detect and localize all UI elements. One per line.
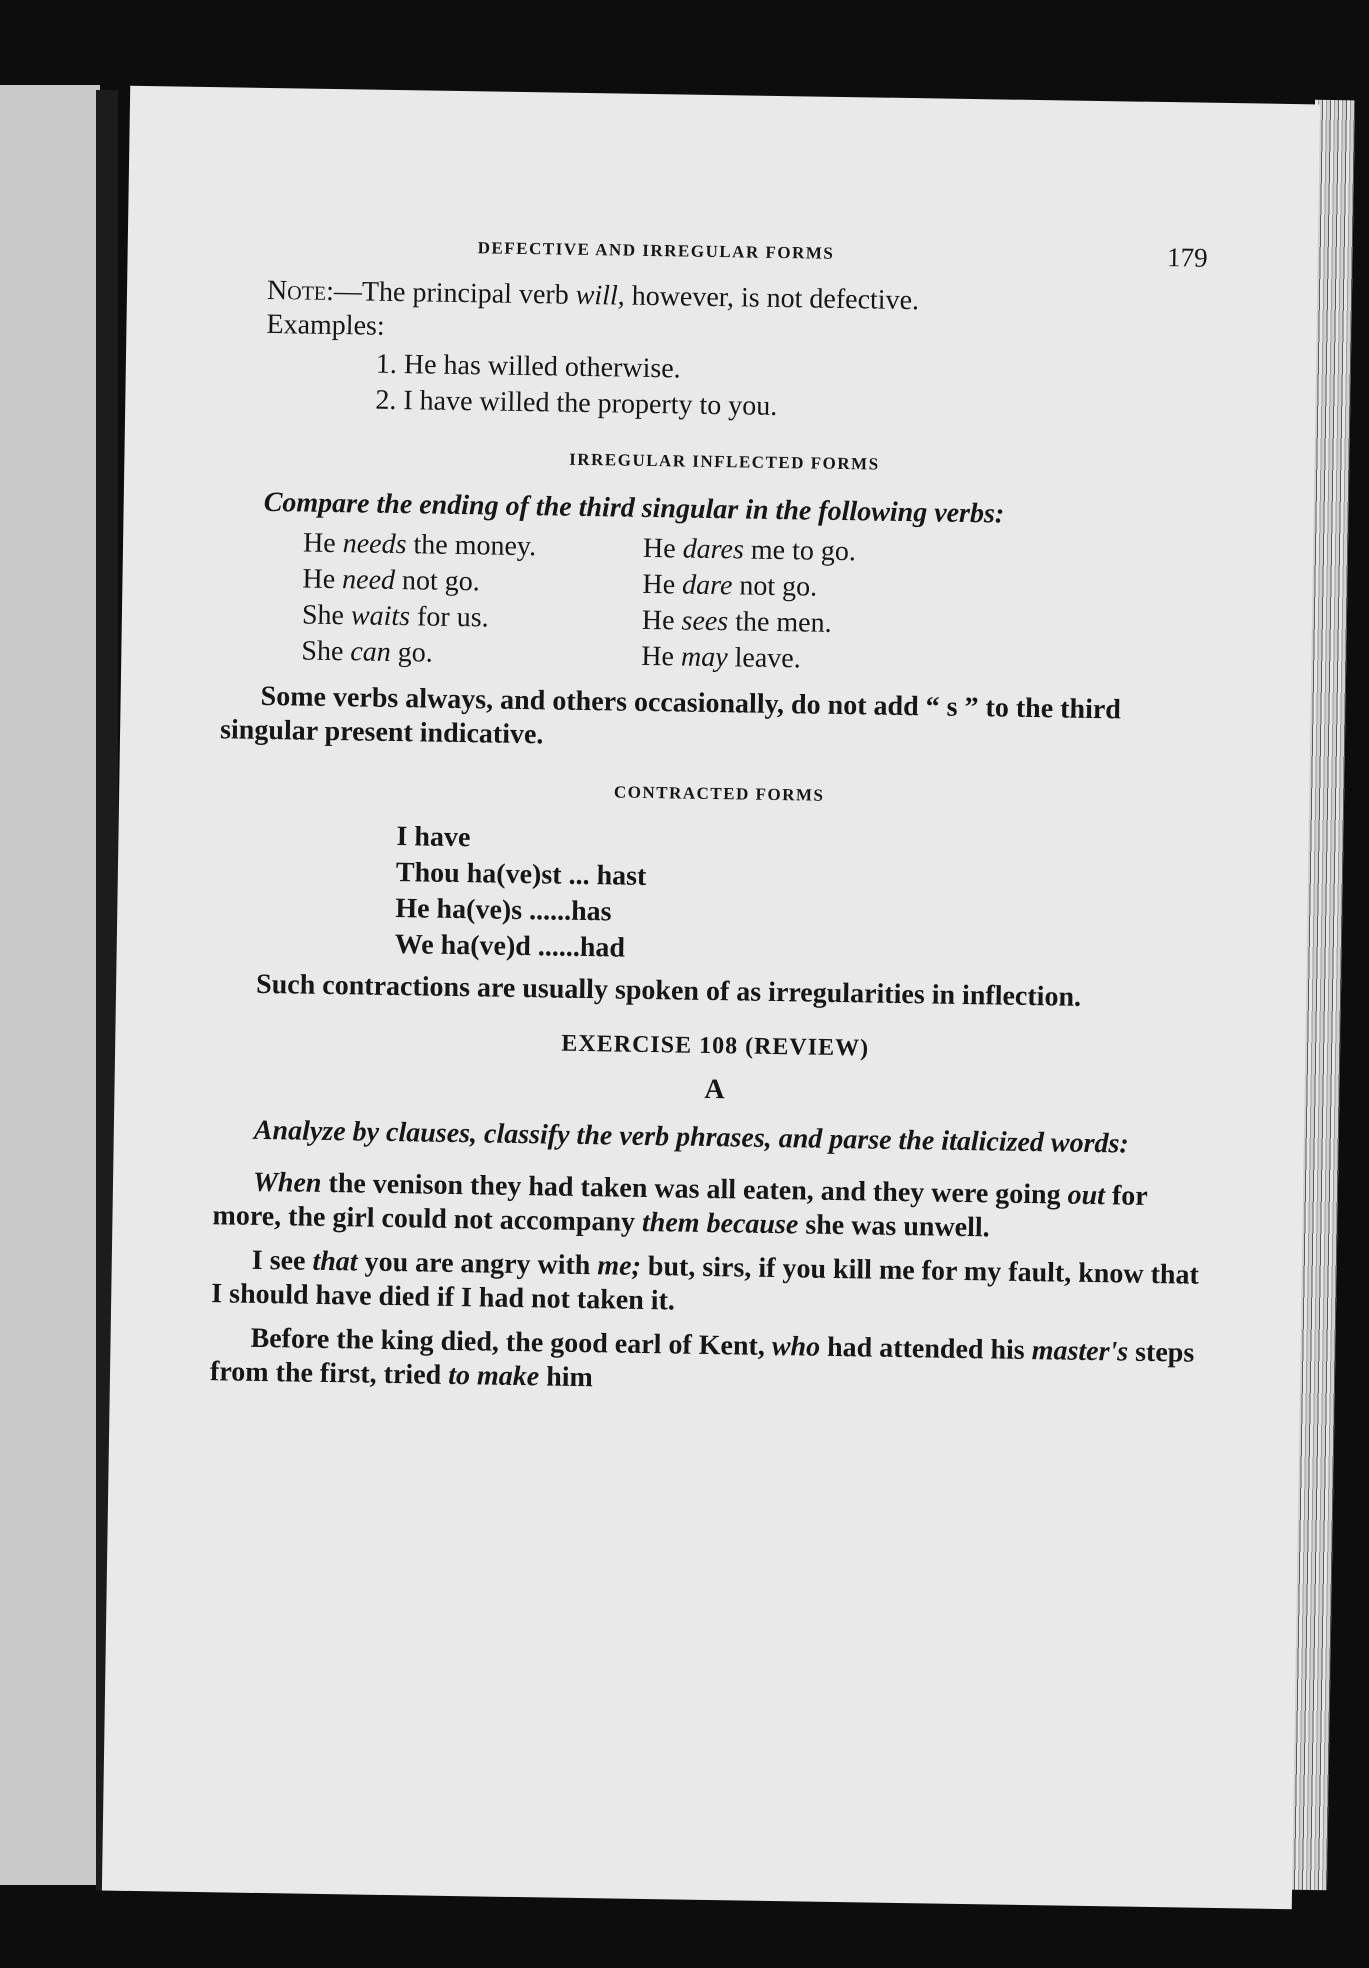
- example-text: for us.: [409, 601, 489, 634]
- exercise-part-letter: A: [704, 1073, 725, 1106]
- paragraph-text: Before the king died, the good earl of Kent,: [250, 1322, 773, 1362]
- example-verb: can: [350, 636, 392, 668]
- verb-example-right: [641, 640, 941, 679]
- italicized-word: to make: [447, 1359, 540, 1393]
- paragraph-text: you are angry with: [357, 1246, 598, 1282]
- example-text: go.: [390, 636, 434, 669]
- paragraph-text: steps from the first, tried: [209, 1336, 1195, 1391]
- paragraph-text: I see: [251, 1244, 313, 1277]
- exercise-paragraph-2: [211, 1243, 1212, 1327]
- running-head: [227, 227, 1228, 283]
- example-text: me to go.: [743, 534, 857, 568]
- example-text: She: [301, 599, 352, 632]
- examples-list: [375, 348, 1226, 431]
- book-page: [102, 86, 1320, 1909]
- verb-example-right: [642, 604, 942, 643]
- verb-example-left: [301, 635, 641, 674]
- example-text: not go.: [394, 564, 481, 598]
- note-label: Note: [266, 274, 327, 307]
- example-verb: dares: [682, 533, 745, 566]
- paragraph-text: him: [538, 1361, 594, 1394]
- example-verb: needs: [342, 528, 407, 561]
- verb-comparison-table: [301, 527, 1223, 683]
- verb-example-left: [302, 563, 642, 602]
- italicized-word: that: [312, 1245, 358, 1278]
- italicized-word: because: [706, 1207, 799, 1241]
- example-item: 1. He has willed otherwise.: [375, 348, 681, 385]
- page-number: 179: [1166, 242, 1208, 273]
- italicized-word: master's: [1031, 1335, 1129, 1368]
- example-verb: sees: [681, 605, 729, 638]
- paragraph-text: had attended his: [819, 1331, 1032, 1367]
- verb-example-left: [303, 527, 643, 566]
- italicized-word: me;: [597, 1250, 642, 1282]
- example-item: 2. I have willed the property to you.: [375, 384, 778, 422]
- exercise-title: EXERCISE 108 (REVIEW): [561, 1030, 870, 1062]
- verb-example-left: [302, 599, 642, 638]
- note-text: :—The principal verb: [325, 275, 576, 311]
- paragraph-text: but, sirs, if you kill me for my fault, know that I should have died if I had not taken it.: [211, 1250, 1200, 1317]
- running-head-title: DEFECTIVE AND IRREGULAR FORMS: [477, 238, 835, 263]
- paragraph-text: for more, the girl could not accompany: [212, 1180, 1148, 1238]
- contracted-line: Thou ha(ve)st ... hast: [395, 857, 647, 892]
- italicized-word: them: [641, 1206, 700, 1239]
- example-verb: may: [680, 641, 728, 674]
- example-text: He: [302, 527, 343, 560]
- example-text: He: [302, 563, 343, 596]
- italicized-word: out: [1067, 1179, 1106, 1212]
- contracted-line: He ha(ve)s ......has: [395, 893, 612, 928]
- example-text: the money.: [406, 529, 537, 563]
- example-text: He: [641, 604, 682, 637]
- section-heading-contracted: CONTRACTED FORMS: [613, 782, 825, 805]
- contracted-forms-list: [395, 820, 1219, 975]
- paragraph-text: the venison they had taken was all eaten, and they were going: [321, 1167, 1068, 1211]
- note-verb: will,: [575, 279, 625, 312]
- section1-instruction: Compare the ending of the third singular in the following verbs:: [263, 486, 1005, 530]
- note-rest: however, is not defective.: [624, 280, 920, 317]
- example-verb: need: [341, 564, 396, 596]
- verb-example-right: [643, 532, 943, 571]
- section-heading-irregular: IRREGULAR INFLECTED FORMS: [569, 449, 880, 474]
- facing-page-edge: [0, 85, 100, 1885]
- example-text: the men.: [727, 606, 832, 639]
- italicized-word: who: [771, 1331, 821, 1363]
- example-text: not go.: [732, 570, 818, 603]
- example-verb: dare: [681, 569, 733, 602]
- example-verb: waits: [350, 600, 411, 633]
- verb-example-right: [642, 568, 942, 607]
- exercise-paragraph-3: [210, 1321, 1211, 1405]
- contracted-line: We ha(ve)d ......had: [394, 929, 626, 964]
- example-text: leave.: [727, 642, 801, 675]
- section2-remark: Such contractions are usually spoken of as irregularities in inflection.: [255, 968, 1082, 1013]
- italicized-word: When: [252, 1166, 322, 1199]
- exercise-instruction: Analyze by clauses, classify the verb phrases, and parse the italicized words:: [253, 1114, 1129, 1160]
- example-text: He: [641, 640, 682, 673]
- example-text: He: [642, 532, 683, 565]
- page-content: [210, 227, 1228, 1415]
- contracted-line: I have: [396, 821, 471, 854]
- section1-remark: Some verbs always, and others occasionally, do not add “ s ” to the third singular present indicative.: [219, 680, 1122, 751]
- example-text: He: [642, 568, 683, 601]
- example-text: She: [301, 635, 351, 668]
- exercise-paragraph-1: [212, 1165, 1213, 1249]
- examples-label: Examples:: [266, 308, 385, 342]
- paragraph-text: she was unwell.: [798, 1209, 990, 1244]
